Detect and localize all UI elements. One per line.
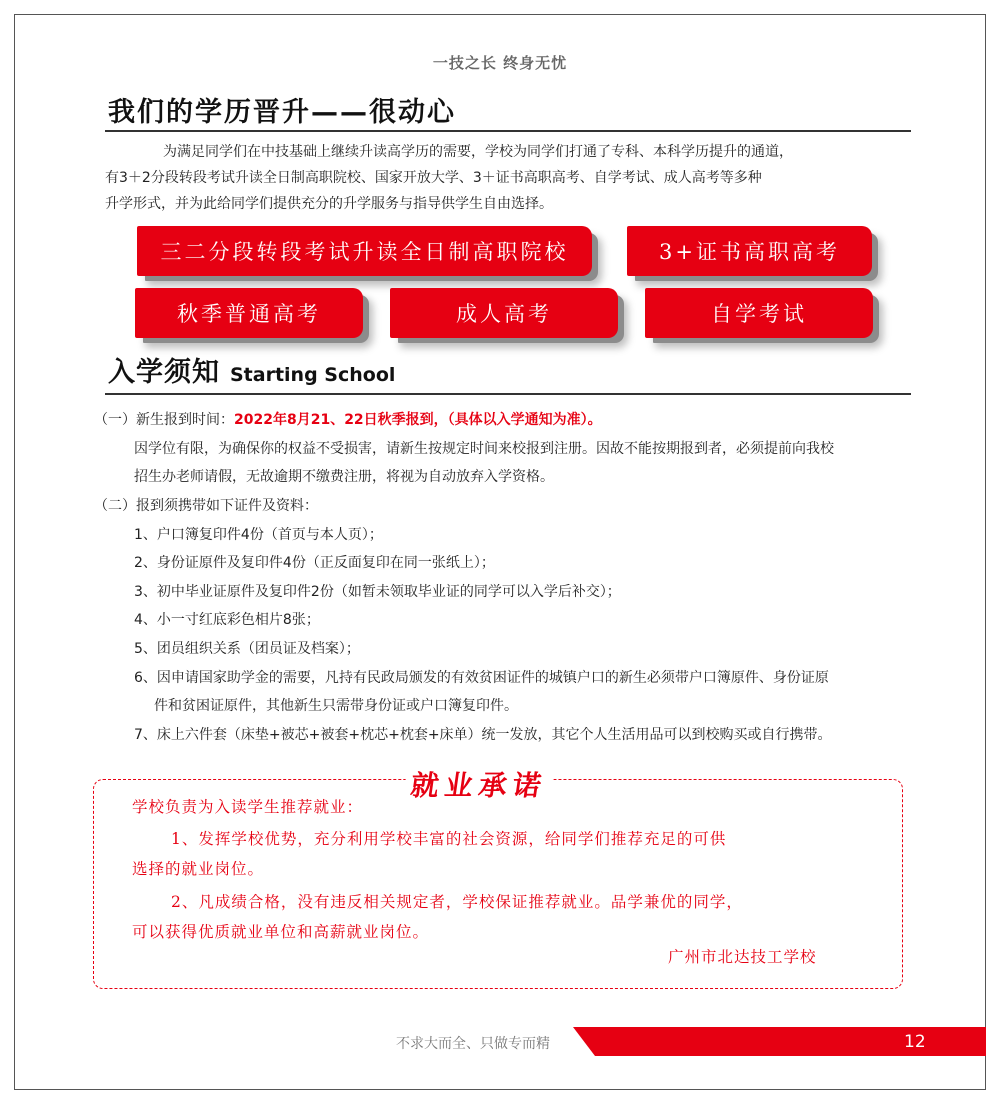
- section-title-enrollment: [108, 350, 395, 389]
- path-button-adult-exam[interactable]: 成人高考: [390, 288, 618, 338]
- intro-line: 升学形式，并为此给同学们提供充分的升学服务与指导供学生自由选择。: [105, 196, 553, 212]
- page-motto: 一技之长 终身无忧: [432, 54, 568, 72]
- path-button-3plus-cert[interactable]: 3+证书高职高考: [627, 226, 872, 276]
- doc-list-item: 3、初中毕业证原件及复印件2份（如暂未领取毕业证的同学可以入学后补交）；: [134, 584, 621, 600]
- notice-item-2: （二）报到须携带如下证件及资料：: [94, 498, 318, 514]
- title-divider: [105, 393, 911, 395]
- commitment-line: 可以获得优质就业单位和高薪就业岗位。: [132, 923, 430, 941]
- intro-paragraph: [105, 139, 915, 217]
- doc-list-item-cont: 件和贫困证原件，其他新生只需带身份证或户口簿复印件。: [154, 698, 518, 714]
- notice-text-line: 因学位有限，为确保你的权益不受损害，请新生按规定时间来校报到注册。因故不能按期报到者，必须提前向我校: [134, 441, 834, 457]
- notice-text-line: 招生办老师请假，无故逾期不缴费注册，将视为自动放弃入学资格。: [134, 469, 554, 485]
- title-divider: [105, 130, 911, 132]
- doc-list-item: 1、户口簿复印件4份（首页与本人页）；: [134, 527, 383, 543]
- commitment-line: 选择的就业岗位。: [132, 860, 265, 878]
- commitment-line: 1、发挥学校优势，充分利用学校丰富的社会资源，给同学们推荐充足的可供: [171, 830, 727, 848]
- doc-list-item: 5、团员组织关系（团员证及档案）；: [134, 641, 360, 657]
- page-number: 12: [904, 1032, 926, 1052]
- doc-list-item: 7、床上六件套（床垫+被芯+被套+枕芯+枕套+床单）统一发放，其它个人生活用品可以到校购买或自行携带。: [134, 727, 832, 743]
- notice-date-highlight: 2022年8月21、22日秋季报到，（具体以入学通知为准）。: [234, 412, 602, 428]
- notice-item-1: [94, 410, 602, 430]
- intro-line: 有3＋2分段转段考试升读全日制高职院校、国家开放大学、3＋证书高职高考、自学考试、成人高考等多种: [105, 170, 762, 186]
- commitment-line: 2、凡成绩合格，没有违反相关规定者，学校保证推荐就业。品学兼优的同学，: [171, 893, 743, 911]
- section-title-education: 我们的学历晋升——很动心: [108, 97, 456, 128]
- path-button-autumn-exam[interactable]: 秋季普通高考: [135, 288, 363, 338]
- path-button-3plus2[interactable]: 三二分段转段考试升读全日制高职院校: [137, 226, 592, 276]
- commitment-line: 学校负责为入读学生推荐就业：: [132, 798, 364, 816]
- section-title-cn: 入学须知: [108, 357, 220, 388]
- commitment-title: 就业承诺: [402, 764, 556, 804]
- doc-list-item: 2、身份证原件及复印件4份（正反面复印在同一张纸上）；: [134, 555, 495, 571]
- doc-list-item: 4、小一寸红底彩色相片8张；: [134, 612, 320, 628]
- section-title-en: Starting School: [230, 364, 396, 386]
- footer-slogan: 不求大而全、只做专而精: [396, 1036, 550, 1052]
- path-button-self-study[interactable]: 自学考试: [645, 288, 873, 338]
- doc-list-item: 6、因申请国家助学金的需要，凡持有民政局颁发的有效贫困证件的城镇户口的新生必须带户口簿原件、身份证原: [134, 670, 829, 686]
- school-signature: 广州市北达技工学校: [668, 948, 817, 966]
- notice-item-1-label: （一）新生报到时间：: [94, 412, 234, 428]
- intro-line: 为满足同学们在中技基础上继续升读高学历的需要，学校为同学们打通了专科、本科学历提升的通道，: [163, 144, 793, 160]
